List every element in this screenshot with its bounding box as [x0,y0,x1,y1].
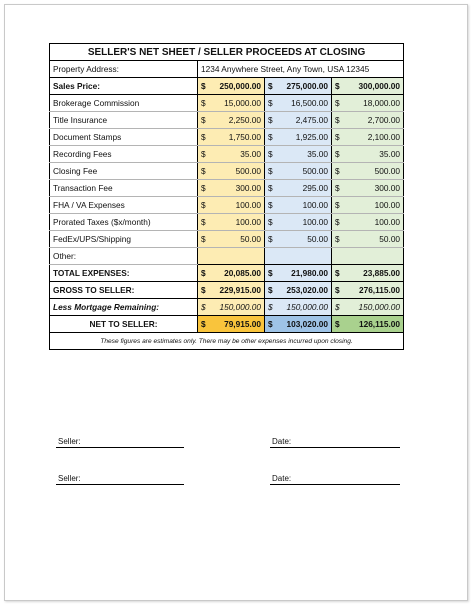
currency-symbol: $ [201,234,206,244]
amount-value: 150,000.00 [358,302,401,312]
amount-cell [332,214,404,231]
amount-value: 100.00 [235,217,261,227]
amount-value: 2,250.00 [228,115,261,125]
property-address-value: 1234 Anywhere Street, Any Town, USA 12345 [198,61,404,78]
currency-symbol: $ [268,132,273,142]
amount-value: 300.00 [235,183,261,193]
amount-cell [198,95,265,112]
mortgage-remaining-row [50,299,404,316]
amount-value: 50.00 [240,234,261,244]
sales-price-row-label: Sales Price: [50,78,198,95]
amount-cell [265,146,332,163]
currency-symbol: $ [201,98,206,108]
amount-cell [332,95,404,112]
amount-value: 16,500.00 [291,98,328,108]
currency-symbol: $ [201,81,206,91]
currency-symbol: $ [335,319,340,329]
currency-symbol: $ [268,268,273,278]
amount-value: 300,000.00 [358,81,401,91]
amount-value: 103,020.00 [286,319,328,329]
expense-row [50,180,404,197]
amount-cell [265,112,332,129]
amount-cell [198,163,265,180]
amount-value: 100.00 [235,200,261,210]
currency-symbol: $ [335,217,340,227]
expense-row-label: Recording Fees [50,146,198,163]
other-row-label: Other: [50,248,198,265]
empty-cell [332,248,404,265]
amount-value: 18,000.00 [363,98,401,108]
amount-value: 229,915.00 [219,285,261,295]
expense-row [50,112,404,129]
currency-symbol: $ [335,149,340,159]
amount-value: 100.00 [302,217,328,227]
amount-cell [198,265,265,282]
currency-symbol: $ [268,217,273,227]
amount-cell [332,282,404,299]
property-address-row [50,61,404,78]
property-address-label: Property Address: [50,61,198,78]
amount-cell [198,197,265,214]
amount-cell [332,146,404,163]
expense-row [50,146,404,163]
currency-symbol: $ [268,234,273,244]
amount-value: 295.00 [302,183,328,193]
amount-cell [332,265,404,282]
expense-row [50,95,404,112]
sheet-title: SELLER'S NET SHEET / SELLER PROCEEDS AT CLOSING [50,44,404,61]
net-to-seller-row-label: NET TO SELLER: [50,316,198,333]
date-1-label: Date: [272,437,292,446]
amount-value: 100.00 [374,200,401,210]
amount-value: 250,000.00 [219,81,261,91]
amount-value: 150,000.00 [219,302,261,312]
mortgage-remaining-row-label: Less Mortgage Remaining: [50,299,198,316]
amount-value: 2,100.00 [367,132,401,142]
currency-symbol: $ [335,234,340,244]
amount-value: 23,885.00 [363,268,401,278]
amount-value: 100.00 [374,217,401,227]
amount-value: 253,020.00 [286,285,328,295]
expense-row-label: FedEx/UPS/Shipping [50,231,198,248]
amount-cell [265,299,332,316]
currency-symbol: $ [201,149,206,159]
amount-value: 2,700.00 [367,115,401,125]
amount-cell [265,180,332,197]
currency-symbol: $ [335,285,340,295]
amount-cell [265,265,332,282]
date-2-line[interactable] [270,484,400,485]
net-to-seller-row [50,316,404,333]
currency-symbol: $ [268,302,273,312]
amount-cell [198,282,265,299]
amount-cell [198,299,265,316]
amount-cell [332,299,404,316]
amount-value: 300.00 [374,183,401,193]
seller-2-label: Seller: [58,474,81,483]
empty-cell [198,248,265,265]
currency-symbol: $ [201,302,206,312]
expense-row [50,214,404,231]
amount-value: 35.00 [379,149,401,159]
expense-row-label: Transaction Fee [50,180,198,197]
date-2-label: Date: [272,474,292,483]
currency-symbol: $ [335,200,340,210]
title-row [50,44,404,61]
currency-symbol: $ [335,268,340,278]
currency-symbol: $ [335,132,340,142]
amount-cell [198,112,265,129]
other-row [50,248,404,265]
amount-cell [265,78,332,95]
amount-value: 500.00 [374,166,401,176]
amount-cell [198,316,265,333]
amount-cell [265,214,332,231]
currency-symbol: $ [268,285,273,295]
empty-cell [265,248,332,265]
currency-symbol: $ [201,217,206,227]
disclaimer-row [50,333,404,350]
amount-value: 126,115.00 [358,319,401,329]
currency-symbol: $ [268,319,273,329]
amount-cell [332,231,404,248]
amount-cell [332,197,404,214]
amount-cell [332,112,404,129]
expense-row-label: Document Stamps [50,129,198,146]
seller-1-label: Seller: [58,437,81,446]
amount-value: 275,000.00 [286,81,328,91]
amount-value: 1,925.00 [295,132,328,142]
amount-cell [332,78,404,95]
currency-symbol: $ [268,200,273,210]
amount-cell [332,316,404,333]
currency-symbol: $ [268,115,273,125]
amount-cell [198,231,265,248]
amount-cell [198,214,265,231]
gross-to-seller-row [50,282,404,299]
amount-value: 2,475.00 [295,115,328,125]
amount-value: 500.00 [302,166,328,176]
currency-symbol: $ [201,115,206,125]
currency-symbol: $ [335,302,340,312]
amount-cell [332,129,404,146]
sales-price-row [50,78,404,95]
date-1-line[interactable] [270,447,400,448]
currency-symbol: $ [201,183,206,193]
net-sheet-table [49,43,404,350]
amount-cell [265,231,332,248]
amount-cell [265,282,332,299]
expense-row-label: Brokerage Commission [50,95,198,112]
amount-value: 500.00 [235,166,261,176]
amount-cell [198,78,265,95]
currency-symbol: $ [268,149,273,159]
expense-row-label: FHA / VA Expenses [50,197,198,214]
total-expenses-row-label: TOTAL EXPENSES: [50,265,198,282]
amount-cell [265,129,332,146]
currency-symbol: $ [335,183,340,193]
disclaimer-note: These figures are estimates only. There may be other expenses incurred upon closing. [50,333,404,350]
currency-symbol: $ [201,285,206,295]
currency-symbol: $ [268,81,273,91]
currency-symbol: $ [201,200,206,210]
amount-cell [198,129,265,146]
currency-symbol: $ [335,81,340,91]
amount-value: 50.00 [307,234,328,244]
currency-symbol: $ [268,183,273,193]
amount-value: 35.00 [240,149,261,159]
seller-1-line[interactable] [56,447,184,448]
currency-symbol: $ [335,115,340,125]
amount-cell [198,146,265,163]
amount-value: 50.00 [379,234,401,244]
amount-cell [332,163,404,180]
amount-cell [265,197,332,214]
currency-symbol: $ [201,319,206,329]
expense-row-label: Closing Fee [50,163,198,180]
amount-cell [265,163,332,180]
amount-value: 15,000.00 [224,98,261,108]
amount-value: 21,980.00 [291,268,328,278]
expense-row [50,163,404,180]
currency-symbol: $ [268,166,273,176]
amount-cell [265,95,332,112]
expense-row [50,129,404,146]
amount-value: 100.00 [302,200,328,210]
currency-symbol: $ [201,268,206,278]
amount-cell [198,180,265,197]
expense-row-label: Prorated Taxes ($x/month) [50,214,198,231]
amount-value: 20,085.00 [224,268,261,278]
amount-cell [332,180,404,197]
expense-row-label: Title Insurance [50,112,198,129]
expense-row [50,197,404,214]
currency-symbol: $ [201,166,206,176]
currency-symbol: $ [335,166,340,176]
amount-value: 35.00 [307,149,328,159]
currency-symbol: $ [201,132,206,142]
expense-row [50,231,404,248]
total-expenses-row [50,265,404,282]
currency-symbol: $ [335,98,340,108]
seller-2-line[interactable] [56,484,184,485]
amount-cell [265,316,332,333]
amount-value: 1,750.00 [228,132,261,142]
currency-symbol: $ [268,98,273,108]
amount-value: 276,115.00 [358,285,401,295]
gross-to-seller-row-label: GROSS TO SELLER: [50,282,198,299]
amount-value: 79,915.00 [224,319,261,329]
amount-value: 150,000.00 [286,302,328,312]
